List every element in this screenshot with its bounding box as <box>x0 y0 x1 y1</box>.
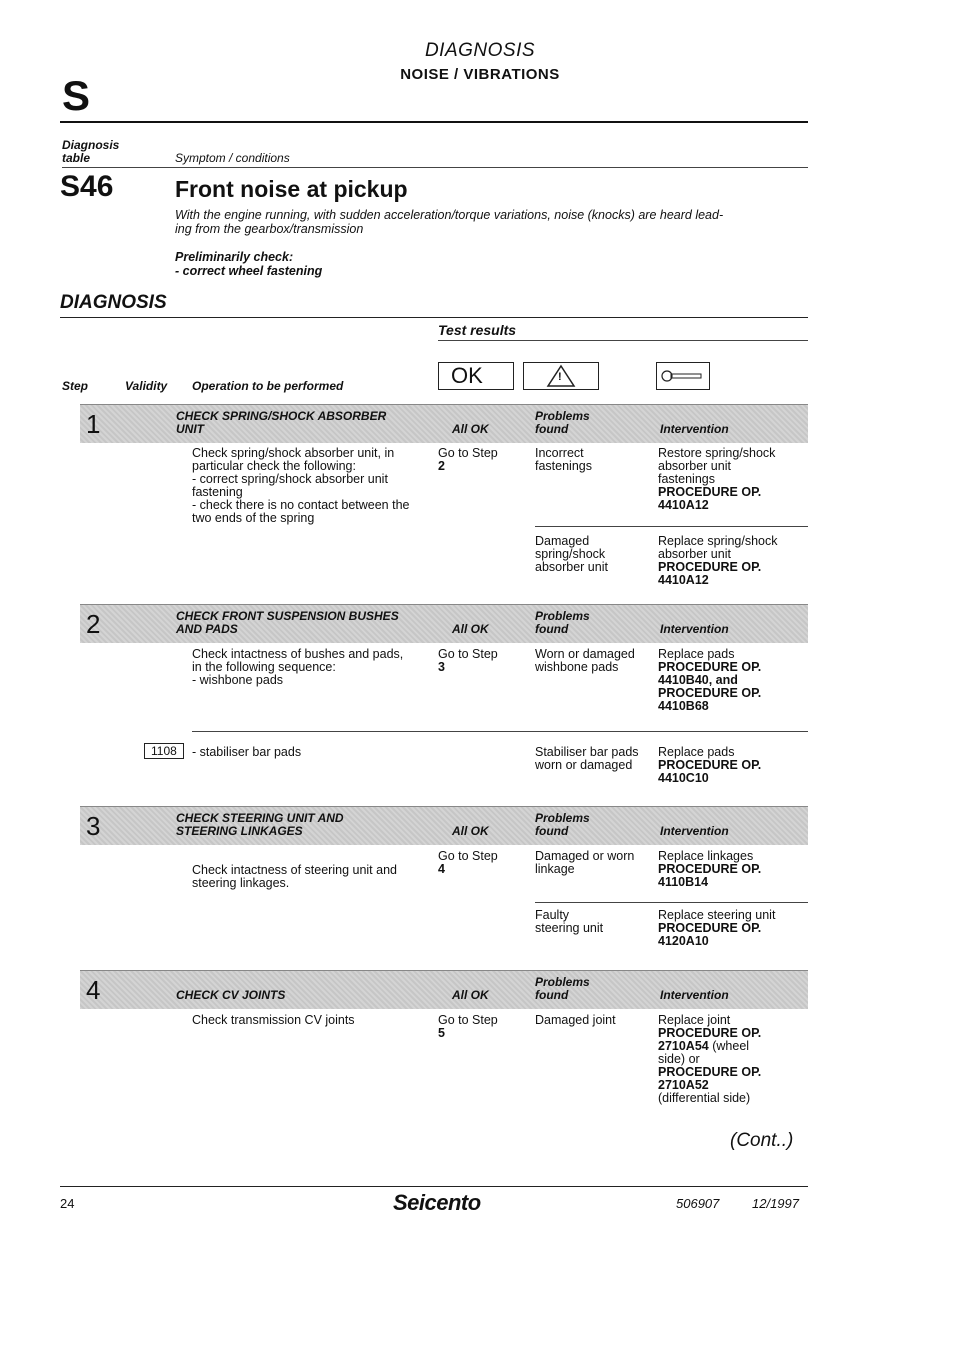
step-2-band <box>80 604 808 643</box>
step-2-intervention-2: Replace pads PROCEDURE OP. 4410C10 <box>658 745 762 785</box>
symptom-desc-2: ing from the gearbox/transmission <box>175 222 364 236</box>
problems-label: Problems found <box>535 409 590 436</box>
all-ok-label: All OK <box>452 988 489 1002</box>
step-title: CHECK STEERING UNIT AND STEERING LINKAGES <box>176 811 344 838</box>
step-3-band <box>80 806 808 845</box>
prelim-check-2: - correct wheel fastening <box>175 264 323 278</box>
step-1-problem-2: Damaged spring/shock absorber unit <box>535 534 608 574</box>
intervention-label: Intervention <box>660 988 729 1002</box>
row-divider <box>535 526 808 527</box>
step-1-all-ok: Go to Step 2 <box>438 446 498 473</box>
step-3-intervention-1: Replace linkages PROCEDURE OP. 4110B14 <box>658 849 762 889</box>
step-3-problem-2: Faulty steering unit <box>535 908 604 935</box>
intervention-label: Intervention <box>660 622 729 636</box>
step-number: 4 <box>86 975 101 1005</box>
diagnosis-heading: DIAGNOSIS <box>60 292 167 313</box>
doc-number: 506907 <box>676 1196 720 1211</box>
step-2-operation-2: - stabiliser bar pads <box>192 745 302 759</box>
col-validity: Validity <box>125 379 168 393</box>
step-title: CHECK SPRING/SHOCK ABSORBER UNIT <box>176 409 387 436</box>
step-4-intervention-1: Replace joint PROCEDURE OP. 2710A54 (wheel side) or PROCEDURE OP. 2710A52 (differential side) <box>658 1013 762 1105</box>
step-number: 2 <box>86 609 101 639</box>
ok-icon: OK <box>438 362 514 390</box>
intervention-label: Intervention <box>660 824 729 838</box>
diag-table-label: Diagnosis <box>62 138 120 152</box>
step-1-operation: Check spring/shock absorber unit, in particular check the following: - correct spring/shock absorber unit fastening - check there is no contact between the two ends of the spring <box>192 446 410 525</box>
diagnosis-rule <box>60 317 808 318</box>
row-divider <box>192 731 808 732</box>
step-4-problem-1: Damaged joint <box>535 1013 616 1027</box>
step-title: CHECK FRONT SUSPENSION BUSHES AND PADS <box>176 609 399 636</box>
warning-icon: ! <box>523 362 599 390</box>
step-4-band <box>80 970 808 1009</box>
all-ok-label: All OK <box>452 824 489 838</box>
step-2-problem-1: Worn or damaged wishbone pads <box>535 647 635 674</box>
step-number: 1 <box>86 409 101 439</box>
step-1-intervention-2: Replace spring/shock absorber unit PROCEDURE OP. 4410A12 <box>658 534 778 587</box>
step-3-operation: Check intactness of steering unit and steering linkages. <box>192 863 397 890</box>
problems-label: Problems found <box>535 811 590 838</box>
problems-label: Problems found <box>535 609 590 636</box>
step-title: CHECK CV JOINTS <box>176 988 286 1002</box>
step-2-operation: Check intactness of bushes and pads, in the following sequence: - wishbone pads <box>192 647 404 687</box>
test-results-label: Test results <box>438 322 517 338</box>
test-results-rule <box>438 340 808 341</box>
header-rule <box>60 121 808 123</box>
row-divider <box>535 902 808 903</box>
symptom-title: Front noise at pickup <box>175 176 408 202</box>
table-header-rule <box>62 167 808 168</box>
all-ok-label: All OK <box>452 622 489 636</box>
problems-label: Problems found <box>535 975 590 1002</box>
step-1-intervention-1: Restore spring/shock absorber unit fastenings PROCEDURE OP. 4410A12 <box>658 446 776 512</box>
prelim-check-1: Preliminarily check: <box>175 250 294 264</box>
proc-2710a54: 2710A54 (wheel <box>658 1039 750 1053</box>
page-subtitle: NOISE / VIBRATIONS <box>400 66 560 83</box>
symptom-conditions-label: Symptom / conditions <box>175 151 290 165</box>
all-ok-label: All OK <box>452 422 489 436</box>
step-2-problem-2: Stabiliser bar pads worn or damaged <box>535 745 639 772</box>
intervention-label: Intervention <box>660 422 729 436</box>
step-3-all-ok: Go to Step 4 <box>438 849 498 876</box>
continued-label: (Cont..) <box>730 1130 794 1151</box>
footer-rule <box>60 1186 808 1187</box>
section-letter: S <box>62 72 91 119</box>
wrench-icon <box>656 362 710 390</box>
step-1-problem-1: Incorrect fastenings <box>535 446 592 473</box>
col-operation: Operation to be performed <box>192 379 344 393</box>
step-4-all-ok: Go to Step 5 <box>438 1013 498 1040</box>
brand-logo: Seicento <box>393 1190 481 1215</box>
step-3-intervention-2: Replace steering unit PROCEDURE OP. 4120A10 <box>658 908 776 948</box>
validity-code-badge: 1108 <box>144 743 184 759</box>
step-number: 3 <box>86 811 101 841</box>
symptom-desc-1: With the engine running, with sudden acceleration/torque variations, noise (knocks) are heard lead- <box>175 208 724 222</box>
step-2-intervention-1: Replace pads PROCEDURE OP. 4410B40, and PROCEDURE OP. 4410B68 <box>658 647 762 713</box>
page-title: DIAGNOSIS <box>424 40 536 61</box>
step-2-all-ok: Go to Step 3 <box>438 647 498 674</box>
step-4-operation: Check transmission CV joints <box>192 1013 355 1027</box>
doc-date: 12/1997 <box>752 1196 799 1211</box>
page-number: 24 <box>60 1196 75 1211</box>
symptom-code: S46 <box>60 170 114 203</box>
step-1-band <box>80 404 808 443</box>
diag-table-label-2: table <box>62 151 91 165</box>
step-3-problem-1: Damaged or worn linkage <box>535 849 635 876</box>
col-step: Step <box>62 379 89 393</box>
